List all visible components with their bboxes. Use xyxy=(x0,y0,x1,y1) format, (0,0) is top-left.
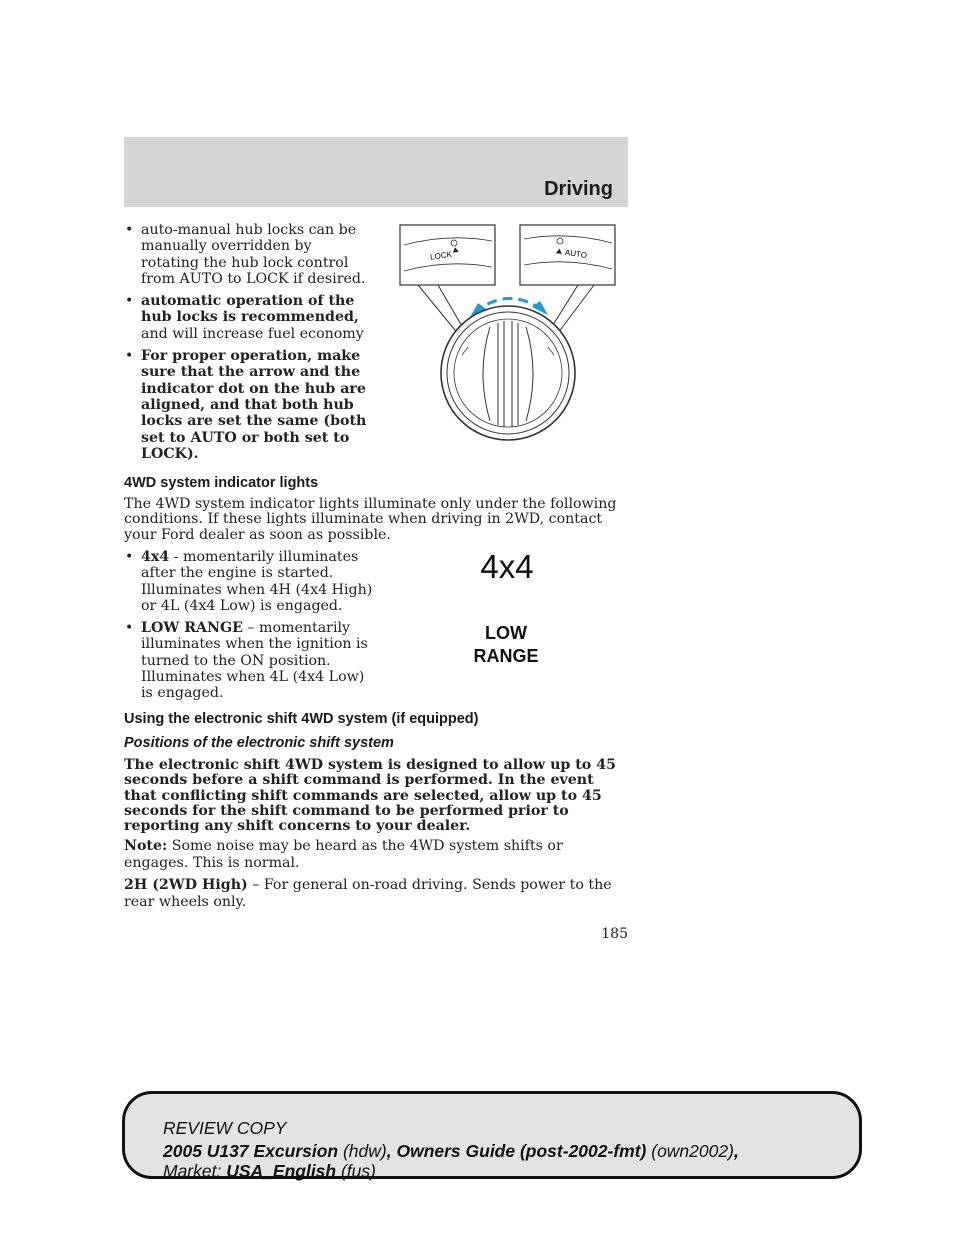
lock-label: LOCK xyxy=(429,249,453,262)
low-label: LOW xyxy=(485,623,527,643)
market-name: USA_English xyxy=(226,1161,337,1181)
bullet-text: - momentarily illuminates after the engine is started. Illuminates when 4H (4x4 High) or 4L (4x4 Low) is engaged. xyxy=(141,549,373,614)
list-item xyxy=(124,620,376,701)
shift-note xyxy=(124,838,624,871)
note-text: Some noise may be heard as the 4WD system shifts or engages. This is normal. xyxy=(124,838,563,871)
list-item xyxy=(124,549,376,614)
bullet-text: auto-manual hub locks can be manually overridden by rotating the hub lock control from AUTO to LOCK if desired. xyxy=(141,222,366,287)
bullet-text: – momentarily illuminates when the ignition is turned to the ON position. Illuminates when 4L (4x4 Low) is engaged. xyxy=(141,620,368,702)
section-header-band xyxy=(124,137,628,207)
guide-name: Owners Guide (post-2002-fmt) xyxy=(396,1141,647,1161)
auto-label: AUTO xyxy=(564,247,588,260)
hub-lock-bullet-list xyxy=(124,222,374,468)
bullet-lead: For proper operation, make sure that the arrow and the indicator dot on the hub are aligned, and that both hub locks are set the same (both set to AUTO or both set to LOCK). xyxy=(141,348,367,462)
low-range-indicator-symbol xyxy=(456,622,556,668)
footer-model-line xyxy=(163,1141,739,1162)
footer-review-line xyxy=(163,1118,287,1139)
list-item xyxy=(124,348,374,462)
shift-subheading: Positions of the electronic shift system xyxy=(124,735,394,751)
indicator-intro: The 4WD system indicator lights illuminate only under the following conditions. If these lights illuminate when driving in 2WD, contact your Ford dealer as soon as possible. xyxy=(124,496,617,543)
bullet-lead: 4x4 xyxy=(141,549,170,565)
shift-heading: Using the electronic shift 4WD system (if equipped) xyxy=(124,711,479,727)
indicator-bullet-list xyxy=(124,549,376,708)
review-label: REVIEW COPY xyxy=(163,1118,287,1138)
note-lead: Note: xyxy=(124,838,168,854)
model-code: (hdw) xyxy=(338,1141,387,1161)
bullet-lead: automatic operation of the hub locks is recommended, xyxy=(141,293,359,326)
separator: , xyxy=(386,1141,397,1161)
hub-lock-illustration xyxy=(398,223,618,448)
section-title: Driving xyxy=(544,178,613,200)
mode-text: – For general on-road driving. Sends power to the rear wheels only. xyxy=(124,877,612,910)
market-code: (fus) xyxy=(336,1161,376,1181)
list-item xyxy=(124,222,374,287)
range-label: RANGE xyxy=(473,646,539,666)
shift-warning: The electronic shift 4WD system is designed to allow up to 45 seconds before a shift command is performed. In the event that conflicting shift commands are selected, allow up to 45 seconds for the shift command to be performed prior to reporting any shift concerns to your dealer. xyxy=(124,757,616,835)
market-label: Market: xyxy=(163,1161,227,1181)
indicator-heading: 4WD system indicator lights xyxy=(124,475,319,491)
guide-code: (own2002) xyxy=(646,1141,734,1161)
model-name: 2005 U137 Excursion xyxy=(163,1141,339,1161)
footer-market-line xyxy=(163,1161,376,1182)
bullet-lead: LOW RANGE xyxy=(141,620,243,637)
shift-mode-2h xyxy=(124,877,624,910)
page-number: 185 xyxy=(601,926,628,942)
separator: , xyxy=(733,1141,739,1161)
mode-lead: 2H (2WD High) xyxy=(124,877,248,893)
4x4-indicator-symbol: 4x4 xyxy=(480,548,534,585)
review-copy-footer xyxy=(122,1091,862,1179)
bullet-text: and will increase fuel economy xyxy=(141,325,364,342)
list-item xyxy=(124,293,374,342)
